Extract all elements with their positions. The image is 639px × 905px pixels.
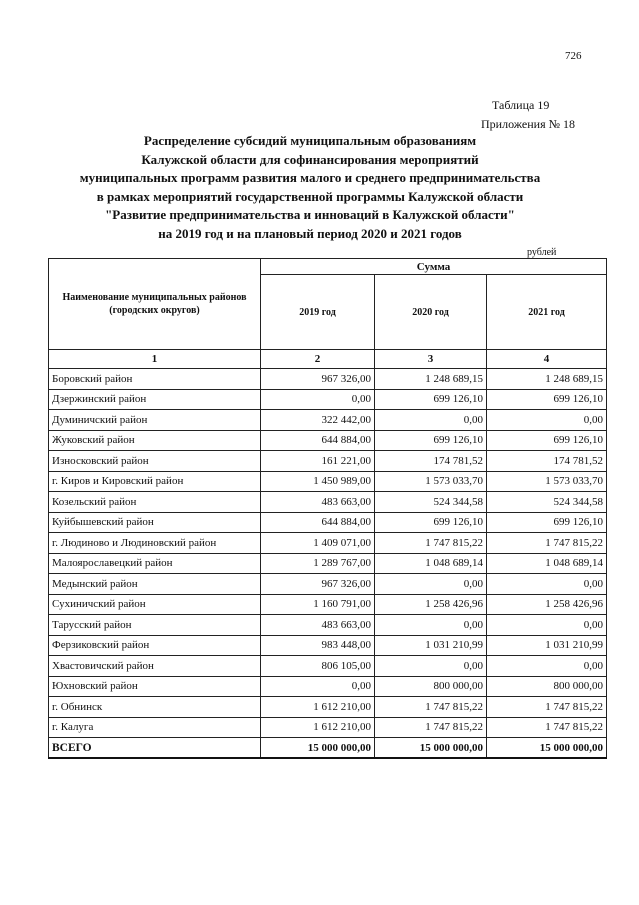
total-label: ВСЕГО bbox=[49, 738, 261, 759]
title-line: на 2019 год и на плановый период 2020 и 2021 годов bbox=[158, 225, 462, 241]
amount-2019: 983 448,00 bbox=[261, 635, 375, 656]
table-row bbox=[49, 533, 607, 554]
column-number: 4 bbox=[487, 350, 607, 369]
amount-2020: 1 031 210,99 bbox=[375, 635, 487, 656]
amount-2021: 1 573 033,70 bbox=[487, 471, 607, 492]
amount-2021: 1 747 815,22 bbox=[487, 717, 607, 738]
subsidy-table bbox=[48, 258, 607, 759]
total-2021: 15 000 000,00 bbox=[487, 738, 607, 759]
table-row bbox=[49, 451, 607, 472]
amount-2021: 0,00 bbox=[487, 574, 607, 595]
amount-2020: 1 573 033,70 bbox=[375, 471, 487, 492]
column-header-2019: 2019 год bbox=[261, 275, 375, 350]
amount-2021: 0,00 bbox=[487, 615, 607, 636]
district-name: Боровский район bbox=[49, 369, 261, 390]
table-row bbox=[49, 676, 607, 697]
title-line: в рамках мероприятий государственной программы Калужской области bbox=[96, 188, 524, 204]
table-row bbox=[49, 410, 607, 431]
amount-2020: 699 126,10 bbox=[375, 512, 487, 533]
column-header-2020: 2020 год bbox=[375, 275, 487, 350]
amount-2019: 644 884,00 bbox=[261, 512, 375, 533]
amount-2019: 967 326,00 bbox=[261, 369, 375, 390]
district-name: Тарусский район bbox=[49, 615, 261, 636]
amount-2020: 1 258 426,96 bbox=[375, 594, 487, 615]
amount-2021: 1 747 815,22 bbox=[487, 533, 607, 554]
table-body bbox=[49, 369, 607, 759]
amount-2021: 174 781,52 bbox=[487, 451, 607, 472]
amount-2020: 699 126,10 bbox=[375, 389, 487, 410]
amount-2021: 0,00 bbox=[487, 410, 607, 431]
table-row bbox=[49, 369, 607, 390]
amount-2021: 1 248 689,15 bbox=[487, 369, 607, 390]
district-name: г. Обнинск bbox=[49, 697, 261, 718]
amount-2021: 1 048 689,14 bbox=[487, 553, 607, 574]
amount-2019: 483 663,00 bbox=[261, 615, 375, 636]
amount-2019: 1 289 767,00 bbox=[261, 553, 375, 574]
amount-2021: 699 126,10 bbox=[487, 430, 607, 451]
district-name: Хвастовичский район bbox=[49, 656, 261, 677]
amount-2019: 1 612 210,00 bbox=[261, 717, 375, 738]
district-name: Дзержинский район bbox=[49, 389, 261, 410]
title-line: муниципальных программ развития малого и среднего предпринимательства bbox=[79, 170, 541, 185]
district-name: Износковский район bbox=[49, 451, 261, 472]
amount-2019: 161 221,00 bbox=[261, 451, 375, 472]
table-row bbox=[49, 553, 607, 574]
table-row bbox=[49, 635, 607, 656]
amount-2019: 967 326,00 bbox=[261, 574, 375, 595]
amount-2021: 524 344,58 bbox=[487, 492, 607, 513]
table-number-label: Таблица 19 bbox=[492, 98, 550, 112]
column-header-2021: 2021 год bbox=[487, 275, 607, 350]
table-row bbox=[49, 697, 607, 718]
column-header-name: Наименование муниципальных районов (городских округов) bbox=[49, 259, 261, 350]
amount-2019: 1 612 210,00 bbox=[261, 697, 375, 718]
table-row bbox=[49, 594, 607, 615]
page-number: 726 bbox=[565, 50, 582, 62]
amount-2021: 1 747 815,22 bbox=[487, 697, 607, 718]
amount-2021: 699 126,10 bbox=[487, 512, 607, 533]
amount-2019: 483 663,00 bbox=[261, 492, 375, 513]
amount-2021: 1 031 210,99 bbox=[487, 635, 607, 656]
amount-2020: 0,00 bbox=[375, 615, 487, 636]
title-line: "Развитие предпринимательства и инноваций в Калужской области" bbox=[105, 207, 515, 222]
table-row bbox=[49, 389, 607, 410]
amount-2019: 1 160 791,00 bbox=[261, 594, 375, 615]
table-row bbox=[49, 471, 607, 492]
amount-2020: 0,00 bbox=[375, 656, 487, 677]
amount-2019: 1 450 989,00 bbox=[261, 471, 375, 492]
table-row bbox=[49, 615, 607, 636]
total-2019: 15 000 000,00 bbox=[261, 738, 375, 759]
amount-2019: 322 442,00 bbox=[261, 410, 375, 431]
amount-2019: 0,00 bbox=[261, 389, 375, 410]
amount-2021: 699 126,10 bbox=[487, 389, 607, 410]
district-name: г. Людиново и Людиновский район bbox=[49, 533, 261, 554]
amount-2020: 699 126,10 bbox=[375, 430, 487, 451]
amount-2021: 1 258 426,96 bbox=[487, 594, 607, 615]
table-row bbox=[49, 512, 607, 533]
units-label: рублей bbox=[527, 247, 557, 258]
amount-2019: 644 884,00 bbox=[261, 430, 375, 451]
amount-2020: 1 747 815,22 bbox=[375, 717, 487, 738]
amount-2020: 1 747 815,22 bbox=[375, 697, 487, 718]
amount-2019: 0,00 bbox=[261, 676, 375, 697]
district-name: г. Киров и Кировский район bbox=[49, 471, 261, 492]
amount-2019: 806 105,00 bbox=[261, 656, 375, 677]
amount-2020: 1 048 689,14 bbox=[375, 553, 487, 574]
amount-2021: 800 000,00 bbox=[487, 676, 607, 697]
district-name: Сухиничский район bbox=[49, 594, 261, 615]
amount-2020: 0,00 bbox=[375, 410, 487, 431]
table-row bbox=[49, 574, 607, 595]
amount-2020: 1 248 689,15 bbox=[375, 369, 487, 390]
table-row bbox=[49, 492, 607, 513]
amount-2020: 524 344,58 bbox=[375, 492, 487, 513]
table-row bbox=[49, 430, 607, 451]
district-name: Куйбышевский район bbox=[49, 512, 261, 533]
column-header-sum: Сумма bbox=[261, 259, 607, 275]
total-row bbox=[49, 738, 607, 759]
district-name: Малоярославецкий район bbox=[49, 553, 261, 574]
appendix-label: Приложения № 18 bbox=[481, 117, 576, 131]
district-name: г. Калуга bbox=[49, 717, 261, 738]
amount-2020: 174 781,52 bbox=[375, 451, 487, 472]
title-line: Распределение субсидий муниципальным образованиям bbox=[143, 133, 477, 148]
column-number: 3 bbox=[375, 350, 487, 369]
district-name: Ферзиковский район bbox=[49, 635, 261, 656]
document-title bbox=[60, 132, 560, 243]
amount-2020: 1 747 815,22 bbox=[375, 533, 487, 554]
district-name: Думиничский район bbox=[49, 410, 261, 431]
amount-2019: 1 409 071,00 bbox=[261, 533, 375, 554]
column-number: 1 bbox=[49, 350, 261, 369]
amount-2021: 0,00 bbox=[487, 656, 607, 677]
total-2020: 15 000 000,00 bbox=[375, 738, 487, 759]
column-number: 2 bbox=[261, 350, 375, 369]
district-name: Юхновский район bbox=[49, 676, 261, 697]
title-line: Калужской области для софинансирования мероприятий bbox=[141, 151, 479, 167]
table-row bbox=[49, 656, 607, 677]
district-name: Жуковский район bbox=[49, 430, 261, 451]
table-row bbox=[49, 717, 607, 738]
district-name: Медынский район bbox=[49, 574, 261, 595]
amount-2020: 800 000,00 bbox=[375, 676, 487, 697]
district-name: Козельский район bbox=[49, 492, 261, 513]
amount-2020: 0,00 bbox=[375, 574, 487, 595]
